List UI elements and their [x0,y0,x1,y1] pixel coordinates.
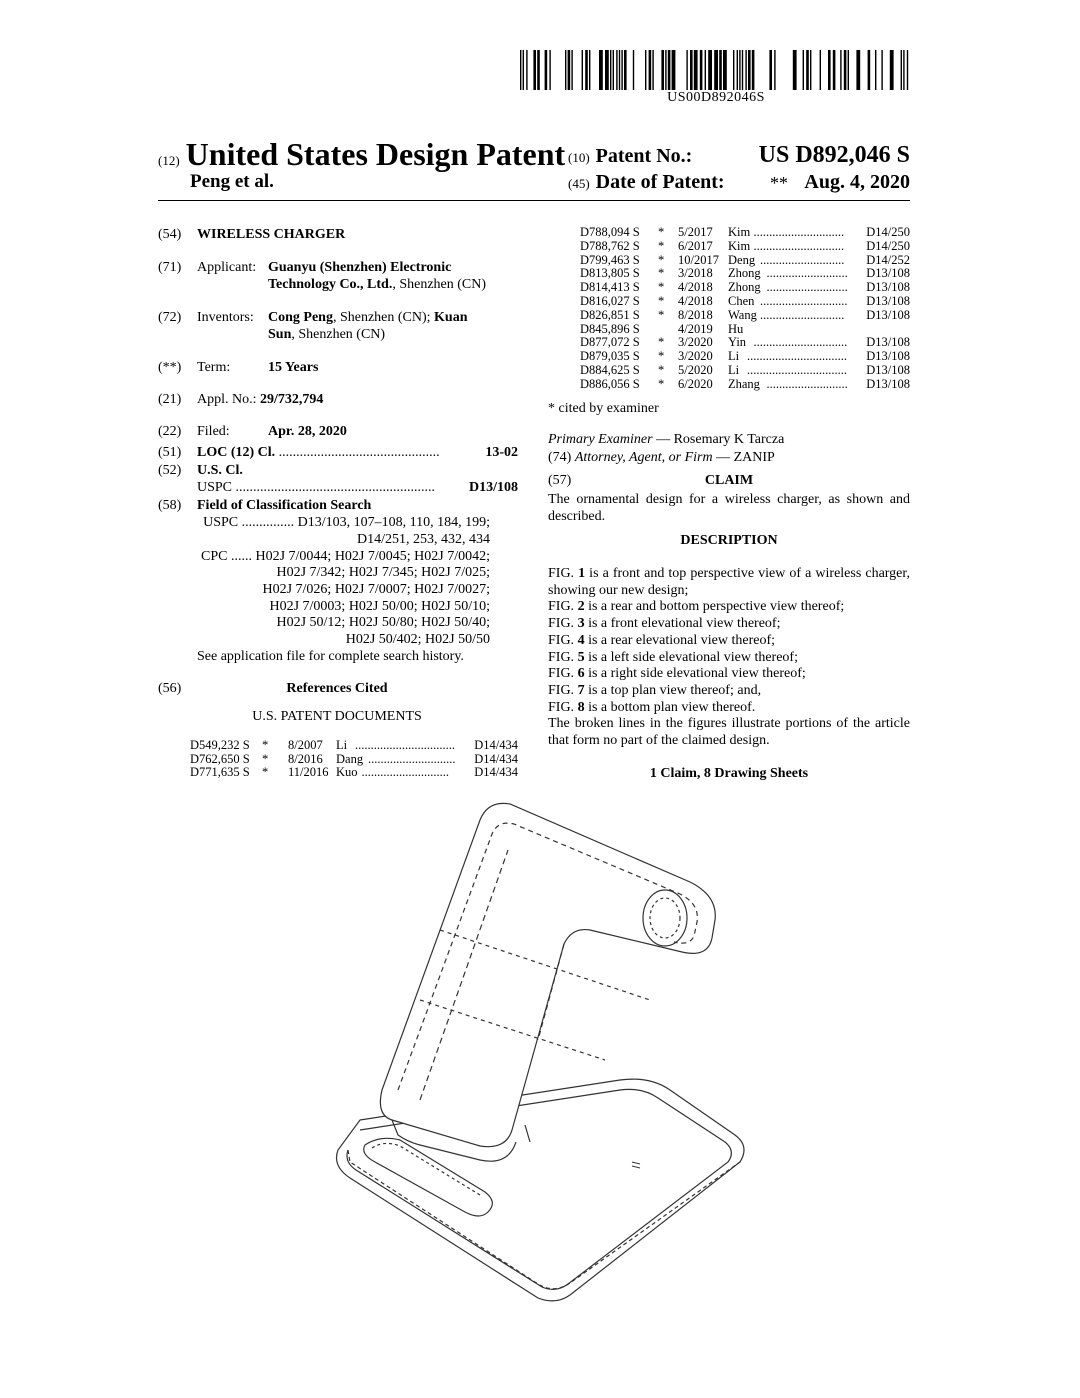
reference-date: 4/2019 [678,321,713,336]
reference-row [580,266,910,280]
reference-name: Zhong [728,280,761,295]
field-code: (57) [548,473,572,488]
uspc-value: D13/108 [458,479,518,496]
cpc-line-2: H02J 7/342; H02J 7/345; H02J 7/025; [276,565,490,580]
inventors-line-1: Cong Peng, Shenzhen (CN); Kuan [268,310,468,325]
reference-dots: .......................... [766,280,848,295]
cpc-line-3: H02J 7/026; H02J 7/0007; H02J 7/0027; [262,582,490,597]
fig-3-desc: FIG. 3 is a front elevational view thereof; [548,616,781,632]
patent-date: (45) Date of Patent: ** Aug. 4, 2020 [568,171,910,193]
term-value: 15 Years [268,360,319,375]
applicant-label: Applicant: [197,260,257,275]
publication-number: US00D892046S [667,90,765,105]
reference-date: 8/2016 [288,751,323,766]
application-number: Appl. No.: 29/732,794 [197,392,324,407]
us-patent-documents-title: U.S. PATENT DOCUMENTS [252,709,422,724]
reference-date: 8/2007 [288,738,323,752]
reference-number: D762,650 S [190,751,250,766]
reference-number: D771,635 S [190,765,250,779]
inventors-label: Inventors: [197,310,254,325]
reference-dots: ................................ [355,738,455,752]
reference-name: Chen [728,294,755,308]
reference-row [580,253,910,267]
reference-row [580,294,910,308]
reference-number: D877,072 S [580,335,640,350]
reference-class: D13/108 [866,376,910,391]
references-cited-title: References Cited [286,681,388,696]
reference-class: D13/108 [866,363,910,377]
fig-6-desc: FIG. 6 is a right side elevational view thereof; [548,666,806,682]
filed-date: Apr. 28, 2020 [268,424,347,439]
reference-star: * [658,238,665,253]
reference-number: D884,625 S [580,363,640,377]
reference-number: D799,463 S [580,252,640,267]
reference-row [580,225,910,239]
claim-text: The ornamental design for a wireless charger, as shown and described. [548,492,910,524]
reference-number: D845,896 S [580,321,640,336]
patent-number: (10) Patent No.: US D892,046 S [568,142,910,168]
fig-2-desc: FIG. 2 is a rear and bottom perspective view thereof; [548,599,845,615]
field-code: (51) [158,445,182,460]
reference-star: * [658,335,665,350]
reference-date: 6/2017 [678,238,713,253]
field-code: (21) [158,392,182,407]
header-rule [158,200,910,201]
reference-star: * [658,349,665,364]
reference-dots: .......................... [766,376,848,391]
fig-4-desc: FIG. 4 is a rear elevational view thereof; [548,632,776,648]
fig-7-desc: FIG. 7 is a top plan view thereof; and, [548,682,762,698]
reference-class: D14/434 [474,751,518,766]
reference-name: Li [336,738,348,752]
inventors-line-2: Sun, Shenzhen (CN) [268,327,386,342]
document-type: (12) United States Design Patent [158,136,566,172]
reference-row [580,363,910,377]
reference-date: 3/2020 [678,349,713,364]
reference-star: * [262,738,269,752]
reference-row [190,765,518,779]
field-code: (56) [158,681,182,696]
loc-classification: LOC (12) Cl. .............................................. [197,445,440,460]
reference-date: 11/2016 [288,765,329,779]
reference-class: D14/434 [474,738,518,752]
reference-row [580,377,910,391]
inventors-short: Peng et al. [190,171,274,192]
cpc-line-1: CPC ...... H02J 7/0044; H02J 7/0045; H02J 7/0042; [201,549,490,564]
reference-date: 5/2017 [678,225,713,239]
reference-class: D13/108 [866,266,910,281]
field-uspc-2: D14/251, 253, 432, 434 [357,532,490,547]
reference-number: D879,035 S [580,349,640,364]
field-uspc-1: USPC ............... D13/103, 107–108, 110, 184, 199; [203,515,490,530]
cpc-line-5: H02J 50/12; H02J 50/80; H02J 50/40; [276,615,490,630]
reference-dots: .............................. [753,335,848,350]
reference-star: * [658,252,665,267]
reference-class: D14/250 [866,238,910,253]
reference-star: * [658,280,665,295]
reference-star: * [658,225,665,239]
description-body [548,566,910,750]
claims-and-sheets: 1 Claim, 8 Drawing Sheets [649,766,809,781]
field-code: (54) [158,227,182,242]
applicant-name-1: Guanyu (Shenzhen) Electronic [268,260,452,275]
reference-row [580,335,910,349]
reference-class: D14/434 [474,765,518,779]
reference-row [190,738,518,752]
attorney: (74) Attorney, Agent, or Firm — ZANIP [548,450,775,465]
reference-dots: ............................. [753,238,845,253]
reference-class: D13/108 [866,349,910,364]
barcode [520,50,912,90]
reference-star: * [658,363,665,377]
reference-name: Wang [728,307,757,322]
reference-name: Kim [728,225,751,239]
see-application-note: See application file for complete search history. [197,649,464,664]
term-label: Term: [197,360,231,375]
reference-name: Deng [728,252,756,267]
reference-date: 4/2018 [678,280,713,295]
cited-by-examiner: * cited by examiner [548,401,659,416]
reference-star: * [658,294,665,308]
reference-star: * [658,307,665,322]
reference-star: * [262,751,269,766]
reference-date: 10/2017 [678,252,719,267]
reference-class: D13/108 [866,335,910,350]
reference-dots: ........................... [760,252,845,267]
field-code: (72) [158,310,182,325]
reference-name: Yin [728,335,747,350]
reference-dots: ........................... [760,307,845,322]
field-code: (71) [158,260,182,275]
claim-title: CLAIM [704,473,754,488]
reference-name: Kim [728,238,751,253]
reference-number: D788,094 S [580,225,640,239]
field-code: (58) [158,498,182,513]
field-code: (**) [158,360,182,375]
reference-dots: ............................. [753,225,845,239]
us-cl-label: U.S. Cl. [197,463,243,478]
reference-dots: ................................ [747,349,847,364]
field-code: (22) [158,424,182,439]
primary-examiner: Primary Examiner — Rosemary K Tarcza [548,432,785,447]
wireless-charger-drawing [320,790,760,1310]
reference-number: D886,056 S [580,376,640,391]
reference-row [190,752,518,766]
reference-number: D549,232 S [190,738,250,752]
reference-row [580,239,910,253]
reference-star: * [658,376,665,391]
fig-5-desc: FIG. 5 is a left side elevational view thereof; [548,649,798,665]
reference-row [580,349,910,363]
invention-title: WIRELESS CHARGER [197,227,346,242]
reference-row [580,322,910,336]
reference-number: D788,762 S [580,238,640,253]
reference-name: Zhong [728,266,761,281]
reference-dots: ............................ [361,765,449,779]
filed-label: Filed: [197,424,230,439]
reference-dots: ............................ [368,751,456,766]
reference-class: D13/108 [866,294,910,308]
reference-name: Hu [728,321,744,336]
reference-row [580,308,910,322]
applicant-name-2: Technology Co., Ltd., Shenzhen (CN) [268,277,487,292]
reference-class: D13/108 [866,280,910,295]
reference-name: Zhang [728,376,760,391]
field-of-search-label: Field of Classification Search [197,498,372,513]
reference-number: D813,805 S [580,266,640,281]
reference-date: 6/2020 [678,376,713,391]
reference-star: * [262,765,269,779]
reference-number: D826,851 S [580,307,640,322]
reference-class: D14/252 [866,252,910,267]
reference-date: 5/2020 [678,363,713,377]
reference-number: D816,027 S [580,294,640,308]
reference-date: 8/2018 [678,307,713,322]
reference-class: D14/250 [866,225,910,239]
reference-dots: .......................... [766,266,848,281]
broken-lines-note: The broken lines in the figures illustrate portions of the article that form no part of the claimed design. [548,716,910,749]
fig-8-desc: FIG. 8 is a bottom plan view thereof. [548,699,756,715]
reference-dots: ............................ [760,294,848,308]
loc-value: 13-02 [470,444,518,461]
reference-number: D814,413 S [580,280,640,295]
description-title: DESCRIPTION [680,533,778,548]
fig-1-desc: FIG. 1 is a front and top perspective view of a wireless charger, showing our new design; [548,566,911,598]
reference-dots: ................................ [747,363,847,377]
cpc-line-6: H02J 50/402; H02J 50/50 [345,632,490,647]
reference-date: 3/2020 [678,335,713,350]
reference-class: D13/108 [866,307,910,322]
reference-name: Kuo [336,765,358,779]
reference-row [580,280,910,294]
reference-date: 3/2018 [678,266,713,281]
reference-name: Li [728,363,740,377]
reference-name: Li [728,349,740,364]
reference-star: * [658,266,665,281]
reference-date: 4/2018 [678,294,713,308]
field-code: (52) [158,463,182,478]
uspc-line: USPC ......................................................... [197,480,436,495]
cpc-line-4: H02J 7/0003; H02J 50/00; H02J 50/10; [269,599,490,614]
reference-name: Dang [336,751,364,766]
